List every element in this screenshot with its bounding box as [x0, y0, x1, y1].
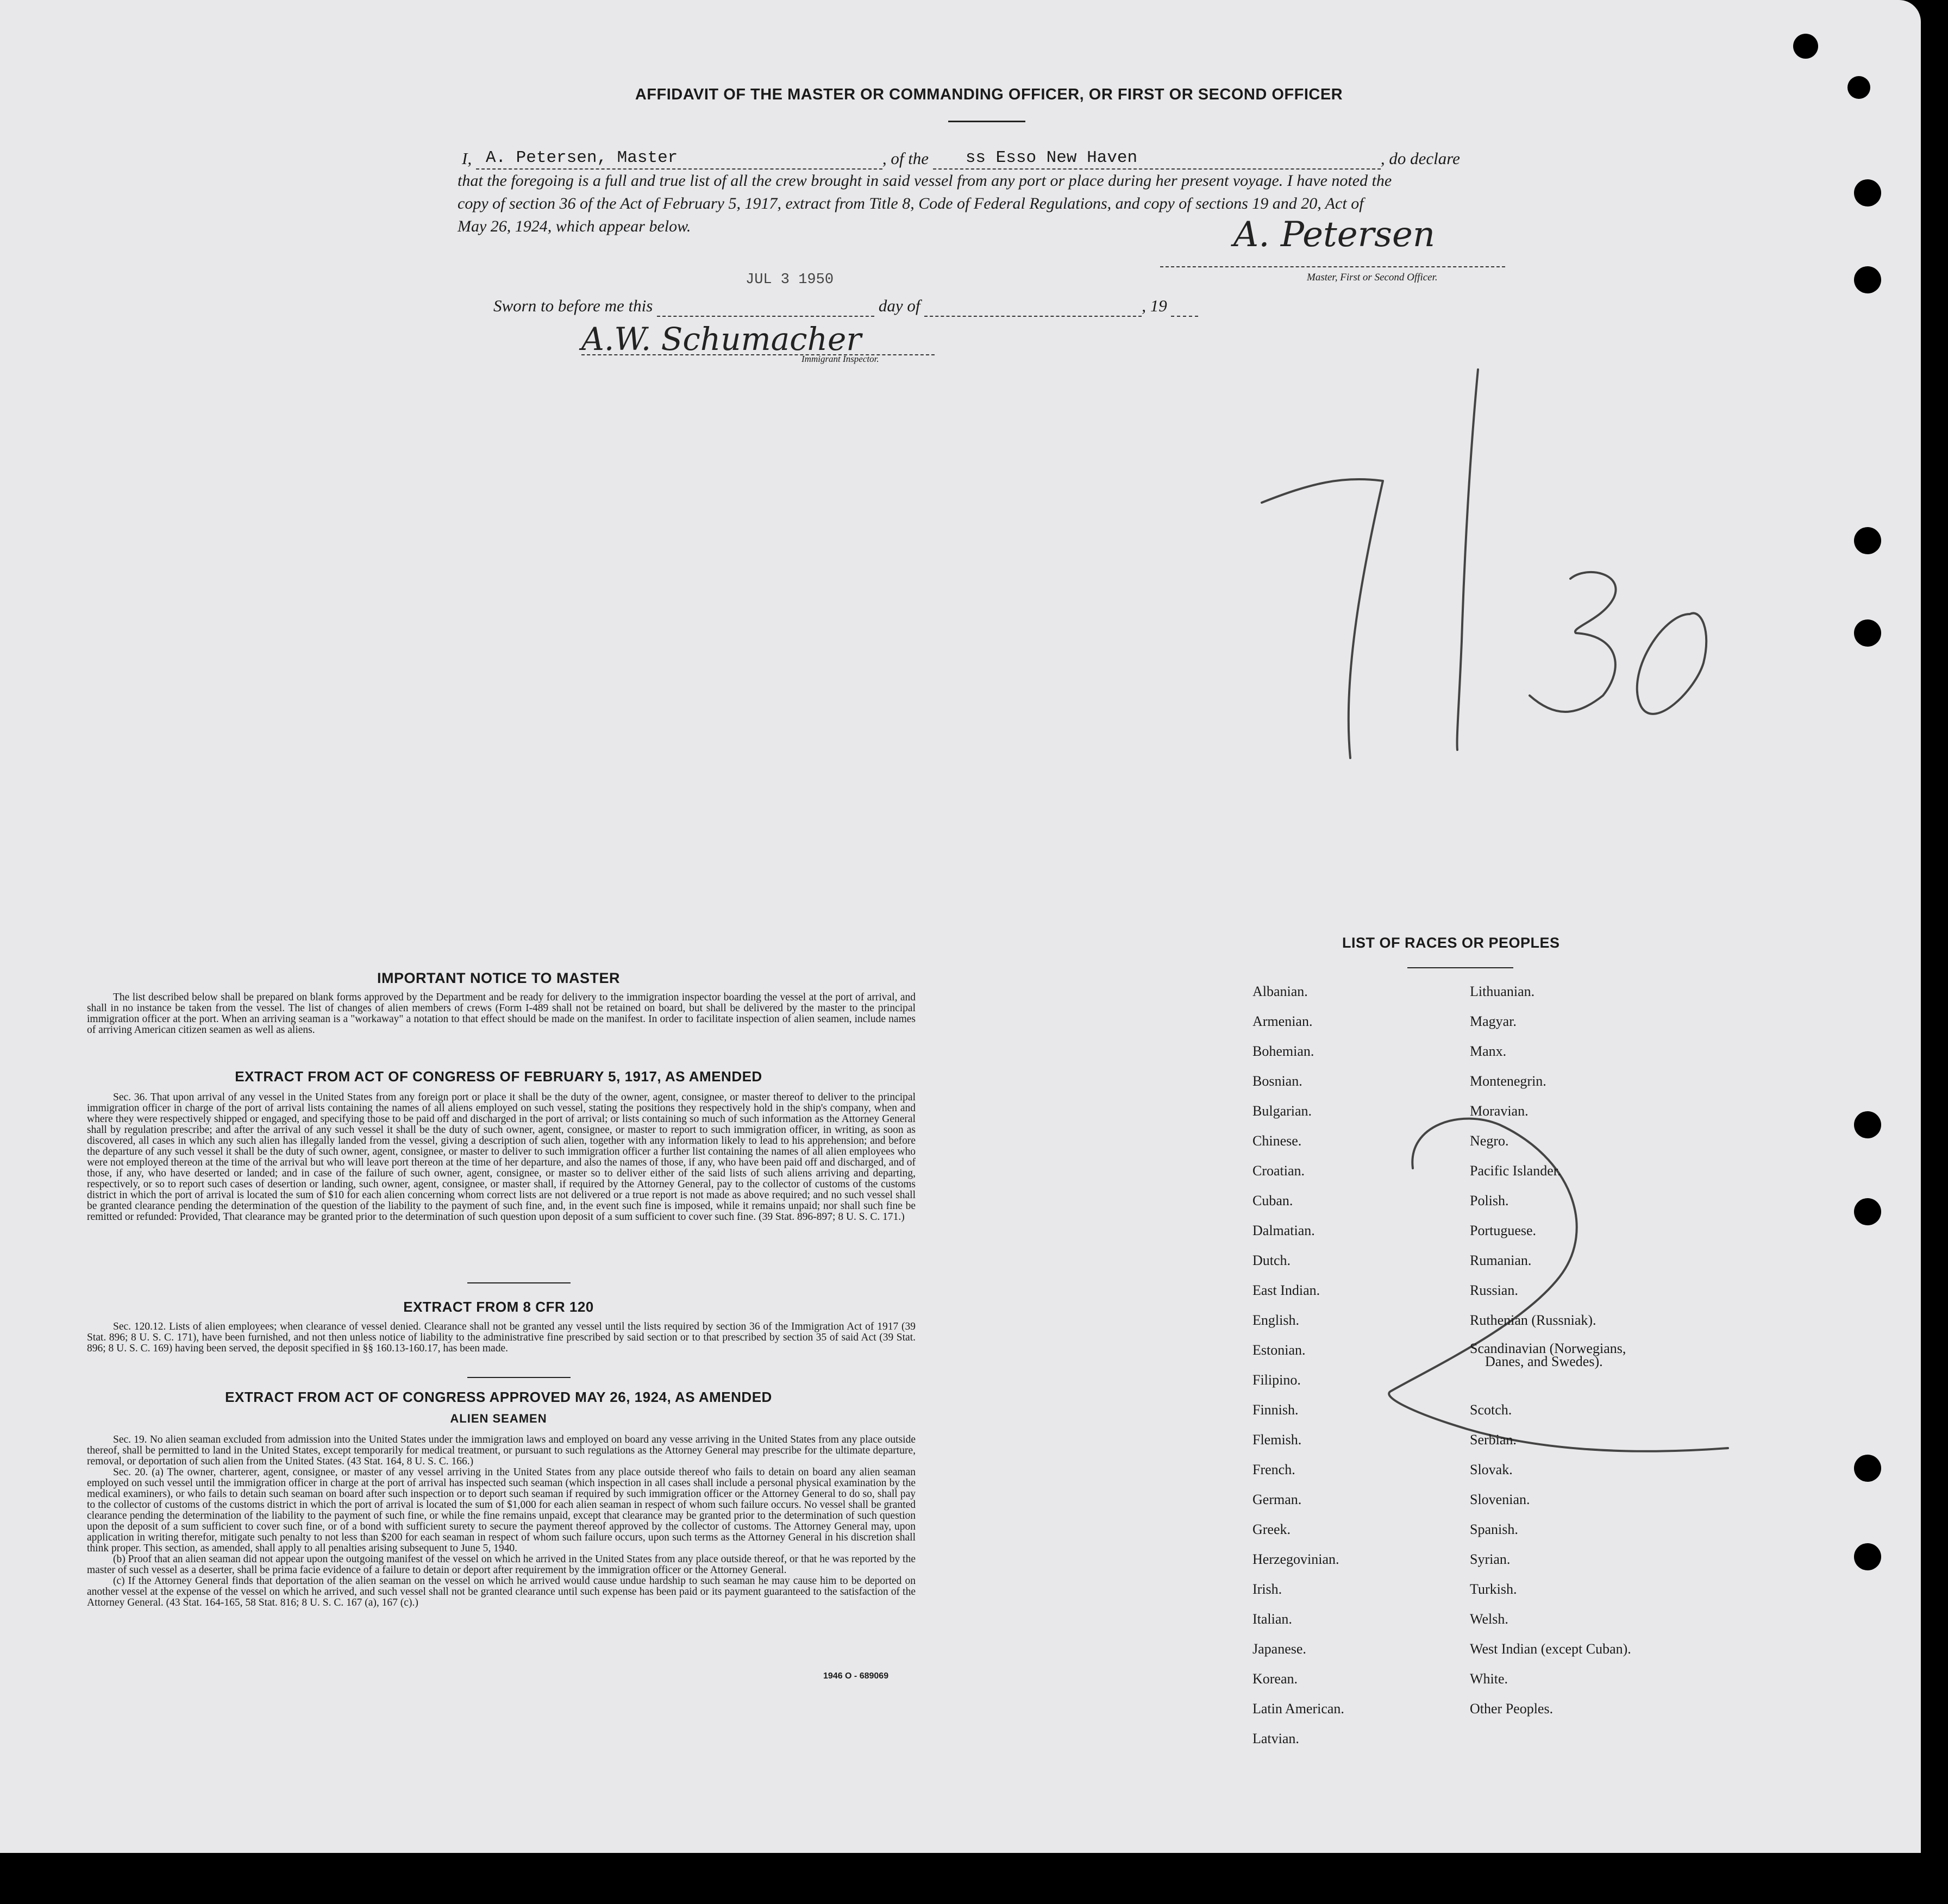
race-item: Russian.: [1470, 1282, 1518, 1298]
races-column-2: [1470, 984, 1742, 1731]
date-stamp: JUL 3 1950: [746, 272, 834, 288]
race-item: Latin American.: [1252, 1701, 1344, 1717]
race-item: Serbian.: [1470, 1432, 1517, 1448]
race-item: English.: [1252, 1312, 1299, 1328]
sworn-year-field: [1171, 296, 1198, 317]
race-item: Portuguese.: [1470, 1223, 1537, 1238]
race-item: White.: [1470, 1671, 1508, 1687]
punch-hole: [1854, 1198, 1881, 1225]
race-item: Filipino.: [1252, 1372, 1301, 1388]
race-item: French.: [1252, 1462, 1295, 1477]
race-item: Herzegovinian.: [1252, 1551, 1339, 1567]
punch-hole: [1854, 619, 1881, 647]
extract3-section-20a: Sec. 20. (a) The owner, charterer, agent, consignee, or master of any vessel arriving in the United States from any place outside thereof who fails to detain on board any alien seaman employed on such vessel until the immigration officer in charge at the port of arrival has inspected such seaman (which inspection in all cases shall include a personal physical examination by the medical examiners), or who fails to detain such seaman on board after such inspection or to deport such seaman if required by such immigration officer or the Attorney General to do so, shall pay to the collector of customs of the customs district in which the port of arrival is located the sum of $1,000 for each alien seaman in respect of whom such failure occurs. No vessel shall be granted clearance pending the determination of the liability to the payment of such fine, or while the fine remains unpaid, except that clearance may be granted prior to the determination of such question upon the deposit of a sum sufficient to cover such fine, or of a bond with sufficient surety to secure the payment thereof approved by the collector of customs. The Attorney General may, upon application in writing therefor, mitigate such penalty to not less than $200 for each seaman in respect of whom such failure occurs, upon such terms as the Attorney General in his discretion shall think proper. This section, as amended, shall apply to all penalties arising subsequent to June 5, 1940.: [87, 1467, 916, 1554]
pencil-three: [1530, 572, 1616, 712]
race-item: Greek.: [1252, 1521, 1291, 1537]
extract1-title: EXTRACT FROM ACT OF CONGRESS OF FEBRUARY 5, 1917, AS AMENDED: [235, 1068, 762, 1085]
race-item: Flemish.: [1252, 1432, 1302, 1448]
race-item: Ruthenian (Russniak).: [1470, 1312, 1596, 1328]
race-item: Bohemian.: [1252, 1043, 1314, 1059]
punch-hole: [1854, 527, 1881, 554]
form-code: 1946 O - 689069: [823, 1671, 889, 1681]
race-item: Slovak.: [1470, 1462, 1513, 1477]
race-item: Magyar.: [1470, 1013, 1517, 1029]
vessel-name-value: ss Esso New Haven: [965, 148, 1138, 167]
extract3-section-20c: (c) If the Attorney General finds that deportation of the alien seaman on the vessel on which he arrived would cause undue hardship to such seaman he may cause him to be deported on another vessel at the expense of the vessel on which he arrived, and such vessel shall not be granted clearance until such expense has been paid or its payment guaranteed to the satisfaction of the Attorney General. (43 Stat. 164-165, 58 Stat. 816; 8 U. S. C. 167 (a), 167 (c).): [87, 1575, 916, 1608]
of-the-text: , of the: [882, 149, 929, 168]
race-item: Turkish.: [1470, 1581, 1517, 1597]
race-item: Lithuanian.: [1470, 984, 1535, 999]
race-item: Finnish.: [1252, 1402, 1299, 1418]
do-declare-text: , do declare: [1380, 149, 1460, 168]
race-item: Spanish.: [1470, 1521, 1518, 1537]
affidavit-line-3: copy of section 36 of the Act of February 5, 1917, extract from Title 8, Code of Federal Regulations, and copy of sections 19 and 20, Act of: [458, 195, 1364, 212]
punch-hole: [1854, 1111, 1881, 1138]
races-column-1: [1252, 984, 1459, 1761]
extract2-divider: [467, 1377, 571, 1378]
race-item: Scandinavian (Norwegians,: [1470, 1341, 1626, 1356]
race-item: Other Peoples.: [1470, 1701, 1554, 1717]
notice-title: IMPORTANT NOTICE TO MASTER: [377, 970, 620, 986]
notice-body: The list described below shall be prepared on blank forms approved by the Department and be ready for delivery to the immigration inspector boarding the vessel at the port of arrival, and shall in no instance be taken from the vessel. The list of changes of alien members of crews (Form I-489 shall not be retained on board, but shall be delivered by the master to the principal immigration officer at the port. When an arriving seaman is a "workaway" a notation to that effect should be made on the manifest. In order to facilitate inspection of alien seamen, include names of arriving American citizen seamen as well as aliens.: [87, 992, 916, 1036]
day-of-text: day of: [878, 296, 920, 315]
race-item: Japanese.: [1252, 1641, 1306, 1657]
title-divider: [948, 121, 1025, 122]
extract1-body: Sec. 36. That upon arrival of any vessel in the United States from any foreign port or place it shall be the duty of the owner, agent, consignee, or master thereof to deliver to the principal immigration officer in charge of the port of arrival lists containing the names of all aliens employed on such vessel, stating the positions they respectively hold in the ship's company, when and where they were respectively shipped or engaged, and specifying those to be paid off and discharged in the port of arrival; or lists containing so much of such information as the Attorney General shall by regulation prescribe; and after the arrival of any such vessel it shall be the duty of such owner, agent, consignee, or master to report to such immigration officer, in writing, as soon as discovered, all cases in which any such alien has illegally landed from the vessel, giving a description of such alien, together with any information likely to lead to his apprehension; and before the departure of any such vessel it shall be the duty of such owner, agent, consignee, or master to deliver to such immigration officer a further list containing the names of all alien employees who were not employed thereon at the time of the arrival but who will leave port thereon at the time of her departure, and also the names of those, if any, who have been paid off and discharged, and of those, if any, who have deserted or landed; and in case of the failure of such owner, agent, consignee, or master so to deliver either of the said lists of such aliens arriving and departing, respectively, or so to report such cases of desertion or landing, such owner, agent, consignee, or master shall, if required by the Attorney General, pay to the collector of customs of the customs district in which the port of arrival is located the sum of $10 for each alien concerning whom correct lists are not delivered or a true report is not made as above required; and no such vessel shall be granted clearance pending the determination of the question of the liability to the payment of such fine, and, in the event such fine is imposed, while it remains unpaid; nor shall such fine be remitted or refunded: Provided, That clearance may be granted prior to the determination of such question upon deposit of a sum sufficient to cover such fine. (39 Stat. 896-897; 8 U. S. C. 171.): [87, 1092, 916, 1223]
race-item: Bulgarian.: [1252, 1103, 1312, 1119]
race-item: Estonian.: [1252, 1342, 1306, 1358]
vessel-field: [933, 149, 1381, 170]
extract2-title: EXTRACT FROM 8 CFR 120: [403, 1299, 594, 1315]
race-item: Chinese.: [1252, 1133, 1302, 1149]
sworn-line: [493, 296, 1198, 317]
race-item: Korean.: [1252, 1671, 1298, 1687]
race-item: Bosnian.: [1252, 1073, 1302, 1089]
master-signature-line: [1160, 266, 1505, 267]
races-title: LIST OF RACES OR PEOPLES: [1342, 935, 1560, 951]
extract1-divider: [467, 1282, 571, 1283]
affidavit-title: AFFIDAVIT OF THE MASTER OR COMMANDING OFFICER, OR FIRST OR SECOND OFFICER: [635, 86, 1343, 103]
race-item: Dutch.: [1252, 1252, 1291, 1268]
race-item: Pacific Islander.: [1470, 1163, 1561, 1179]
affidavit-line-4: May 26, 1924, which appear below.: [458, 217, 691, 235]
race-item: Irish.: [1252, 1581, 1282, 1597]
inspector-signature-label: Immigrant Inspector.: [801, 354, 879, 364]
extract3-section-19: Sec. 19. No alien seaman excluded from admission into the United States under the immigration laws and employed on board any vesse arriving in the United States from any place outside thereof, shall be permitted to land in the United States, except temporarily for medical treatment, or pursuant to such regulations as the Attorney General may prescribe for the ultimate departure, removal, or deportation of such alien from the United States. (43 Stat. 164, 8 U. S. C. 166.): [87, 1434, 916, 1467]
race-item: West Indian (except Cuban).: [1470, 1641, 1631, 1657]
race-item: Dalmatian.: [1252, 1223, 1315, 1238]
race-item: Montenegrin.: [1470, 1073, 1546, 1089]
race-item: Polish.: [1470, 1193, 1509, 1208]
extract3-title: EXTRACT FROM ACT OF CONGRESS APPROVED MAY 26, 1924, AS AMENDED: [225, 1389, 772, 1405]
race-item: Armenian.: [1252, 1013, 1313, 1029]
sworn-text: Sworn to before me this: [493, 296, 653, 315]
year-prefix: , 19: [1142, 296, 1167, 315]
punch-hole: [1793, 34, 1818, 59]
punch-hole: [1854, 1543, 1881, 1570]
race-item: Welsh.: [1470, 1611, 1508, 1627]
race-item: Cuban.: [1252, 1193, 1293, 1208]
race-item-continued: Danes, and Swedes).: [1485, 1354, 1603, 1369]
race-item: Albanian.: [1252, 984, 1308, 999]
master-name-field: [476, 149, 882, 170]
race-item: German.: [1252, 1492, 1302, 1507]
race-item: Croatian.: [1252, 1163, 1305, 1179]
master-signature: A. Petersen: [1233, 215, 1436, 255]
race-item: Moravian.: [1470, 1103, 1529, 1119]
inspector-signature-line: [581, 354, 935, 355]
affidavit-i: I,: [462, 149, 472, 168]
pencil-slash: [1457, 369, 1478, 750]
punch-hole: [1854, 179, 1881, 206]
race-item: Manx.: [1470, 1043, 1507, 1059]
race-item: Rumanian.: [1470, 1252, 1532, 1268]
extract3-subtitle: ALIEN SEAMEN: [450, 1412, 547, 1425]
pencil-seven: [1262, 479, 1383, 758]
master-name-value: A. Petersen, Master: [485, 148, 678, 167]
affidavit-line-1: [462, 149, 1460, 170]
race-item: Scotch.: [1470, 1402, 1512, 1418]
extract3-body: [87, 1435, 916, 1608]
race-item: Italian.: [1252, 1611, 1292, 1627]
sworn-month-field: [924, 296, 1142, 317]
punch-hole: [1847, 76, 1870, 99]
extract3-section-20b: (b) Proof that an alien seaman did not appear upon the outgoing manifest of the vessel on which he arrived in the United States from any place outside thereof, or that he was reported by the master of such vessel as a deserter, shall be prima facie evidence of a failure to detain or deport after requirement by the immigration officer or the Attorney General.: [87, 1554, 916, 1576]
extract2-body: Sec. 120.12. Lists of alien employees; when clearance of vessel denied. Clearance shall not be granted any vessel until the lists required by section 36 of the Immigration Act of 1917 (39 Stat. 896; 8 U. S. C. 171), have been furnished, and not then unless notice of liability to the administrative fine prescribed by said section or to that prescribed by section 35 of said Act (39 Stat. 896; 8 U. S. C. 169) having been served, the deposit specified in §§ 160.13-160.17, has been made.: [87, 1321, 916, 1354]
pencil-zero: [1637, 613, 1706, 713]
inspector-signature: A.W. Schumacher: [581, 321, 862, 358]
races-divider: [1407, 967, 1513, 968]
race-item: Negro.: [1470, 1133, 1509, 1149]
master-signature-label: Master, First or Second Officer.: [1307, 272, 1438, 283]
punch-hole: [1854, 266, 1881, 293]
race-item: Slovenian.: [1470, 1492, 1530, 1507]
affidavit-line-2: that the foregoing is a full and true list of all the crew brought in said vessel from any port or place during her present voyage. I have noted the: [458, 172, 1392, 190]
race-item: Syrian.: [1470, 1551, 1511, 1567]
punch-hole: [1854, 1455, 1881, 1482]
sworn-day-field: [657, 296, 874, 317]
race-item: Latvian.: [1252, 1731, 1299, 1746]
pencil-fraction-annotation: [1250, 359, 1739, 848]
race-item: East Indian.: [1252, 1282, 1320, 1298]
